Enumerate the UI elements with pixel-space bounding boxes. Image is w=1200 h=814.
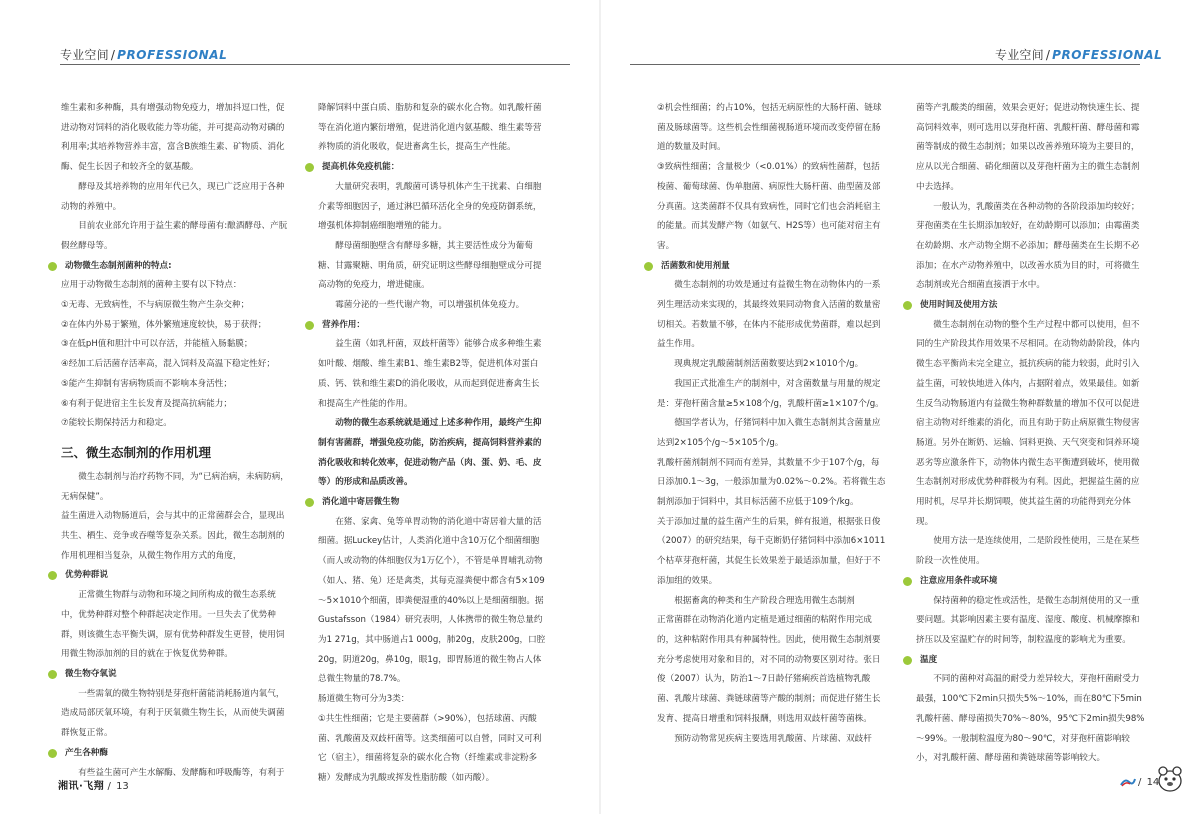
subheading <box>916 572 1146 592</box>
left-column-2 <box>318 99 548 789</box>
header-slash: / <box>1045 48 1051 62</box>
paragraph: 关于添加过量的益生菌产生的后果，鲜有报道，根据张日俊（2007）的研究结果，每千克断奶仔猪饲料中添加6×1011个枯草芽孢杆菌，其促生长效果差于最适添加量，但好于不添加组的效果。 <box>657 516 886 586</box>
header-en: PROFESSIONAL <box>1052 48 1163 62</box>
subheading-text: 优势种群说 <box>65 570 108 581</box>
paragraph-bold: 动物的微生态系统就是通过上述多种作用，最终产生抑制有害菌群，增强免疫功能，防治疾病，提高饲料营养素的消化吸收和转化效率，促进动物产品（肉、蛋、奶、毛、皮等）的形成和品质改善。 <box>318 418 542 488</box>
paragraph: 德国学者认为，仔猪饲料中加入微生态制剂其含菌量应达到2×105个/g～5×105个/g。 <box>657 418 881 448</box>
left-header <box>60 46 227 63</box>
paragraph: 微生态制剂在动物的整个生产过程中都可以使用，但不同的生产阶段其作用效果不尽相同。在动物幼龄阶段，体内微生态平衡尚未完全建立，抵抗疾病的能力较弱，此时引入益生菌，可较快地进入体内，占据附着点，效果最佳。如新生反刍动物肠道内有益微生物种群数量的增加不仅可以促进宿主动物对纤维素的消化，而且有助于防止病原微生物侵害肠道。另外在断奶、运输、饲料更换、天气突变和饲养环境恶劣等应激条件下，动物体内微生态平衡遭到破坏，使用微生态制剂对形成优势种群极为有利。因此，把握益生菌的应用时机，尽早并长期饲喂，使其益生菌的功能得到充分体现。 <box>916 319 1140 527</box>
paragraph: 益生菌（如乳杆菌，双歧杆菌等）能够合成多种维生素如叶酸、烟酸、维生素B1、维生素B2等，促进机体对蛋白质、钙、铁和维生素D的消化吸收，从而起到促进畜禽生长和提高生产性能的作用。 <box>318 339 542 409</box>
list-item: ⑥有利于促进宿主生长发育及提高抗病能力； <box>61 398 232 409</box>
paragraph: 预防动物常见疾病主要选用乳酸菌、片球菌、双歧杆 <box>674 733 872 744</box>
subheading <box>61 257 291 277</box>
subheading <box>318 316 548 336</box>
paragraph: 乳酸杆菌剂制剂不同而有差异，其数量不少于107个/g，每日添加0.1～3g，一般添加量为0.02%～0.2%。若将微生态制剂添加于饲料中，其目标活菌不应低于109个/kg。 <box>657 457 886 508</box>
left-footer <box>58 777 129 792</box>
subheading-text: 微生物夺氧说 <box>65 668 117 679</box>
subheading <box>61 665 291 685</box>
right-column-1 <box>657 99 887 749</box>
paragraph: 霉菌分泌的一些代谢产物，可以增强机体免疫力。 <box>335 300 525 311</box>
footer-slash: / <box>1138 777 1142 788</box>
paragraph: ①共生性细菌；它是主要菌群（>90%），包括球菌、丙酸菌、乳酸菌及双歧杆菌等。这类细菌可以自營，同时又可利它（宿主），细菌将复杂的碳水化合物（纤维素或非淀粉多糖）发酵成为乳酸或挥发性脂肪酸（如丙酸）。 <box>318 713 542 783</box>
green-dot-icon <box>305 498 314 507</box>
right-column-2 <box>916 99 1146 769</box>
right-header <box>995 46 1162 63</box>
header-zh: 专业空间 <box>995 48 1044 62</box>
paragraph: 正常微生物群与动物和环境之间所构成的微生态系统中，优势种群对整个种群起决定作用。一旦失去了优势种群，则该微生态平衡失调，原有优势种群发生更替，使用饲用微生物添加剂的目的就在于恢复优势种群。 <box>61 590 285 660</box>
subheading <box>916 296 1146 316</box>
subheading-text: 使用时间及使用方法 <box>920 300 998 311</box>
paragraph: 微生态制剂的功效是通过有益微生物在动物体内的一系列生理活动来实现的，其最终效果同动物食入活菌的数量密切相关。若数量不够，在体内不能形成优势菌群，难以起到益生作用。 <box>657 280 881 350</box>
list-item: ②在体内外易于繁殖，体外繁殖速度较快，易于获得； <box>61 319 267 330</box>
page-number: 13 <box>116 781 129 792</box>
subheading <box>657 257 887 277</box>
green-dot-icon <box>903 656 912 665</box>
subheading-text: 提高机体免疫机能： <box>322 162 400 173</box>
paragraph: 我国正式批准生产的制剂中，对含菌数量与用量的规定是：芽孢杆菌含量≥5×108个/g，乳酸杆菌≥1×107个/g。 <box>657 378 884 409</box>
list-item: ⑦能较长期保持活力和稳定。 <box>61 418 172 429</box>
subheading-text: 营养作用： <box>322 319 365 330</box>
green-dot-icon <box>48 571 57 580</box>
subheading-text: 注意应用条件或环境 <box>920 575 998 586</box>
green-dot-icon <box>305 163 314 172</box>
paragraph: 在猪、家禽、兔等单胃动物的消化道中寄居着大量的活细菌。据Luckey估计，人类消化道中含10万亿个细菌细胞（而人或动物的体细胞仅为1万亿个），不管是单胃哺乳动物（如人、猪、兔）还是禽类，其每克湿粪便中都含有5×109～5×1010个细菌，即粪便湿重的40%以上是细菌细胞。据Gustafsson（1984）研究表明，人体携带的微生物总量约为1 271g，其中肠道占1 000g，肺20g，皮肤200g，口腔20g，阴道20g，鼻10g，眼1g，即胃肠道的微生物占人体总微生物量的78.7%。 <box>318 516 546 685</box>
subheading <box>318 493 548 513</box>
right-page <box>600 0 1200 814</box>
subheading-text: 活菌数和使用剂量 <box>661 260 730 271</box>
paragraph: 目前农业部允许用于益生素的酵母菌有:酿酒酵母、产朊假丝酵母等。 <box>61 221 288 251</box>
paragraph: 一般认为，乳酸菌类在各种动物的各阶段添加均较好；芽孢菌类在生长期添加较好，在幼龄期可以添加；由霉菌类在幼龄期、水产动物全期不必添加；酵母菌类在生长期不必添加；在水产动物养殖中，以改善水质为目的时，可将微生态制剂或光合细菌直接洒于水中。 <box>916 201 1140 291</box>
list-item: ①无毒、无致病性，不与病原微生物产生杂交种； <box>61 300 250 311</box>
list-item: ③在低pH值和胆汁中可以存活，并能植入肠黏膜； <box>61 339 253 350</box>
paragraph: 肠道微生物可分为3类： <box>318 694 410 705</box>
paragraph: 不同的菌种对高温的耐受力差异较大，芽孢杆菌耐受力最强，100℃下2min只损失5%～10%，而在80℃下5min乳酸杆菌、酵母菌损失70%～80%，95℃下2min损失98%～99%。一般制粒温度为80～90℃，对芽孢杆菌影响较小，对乳酸杆菌、酵母菌和粪链球菌等影响较大。 <box>916 674 1145 764</box>
paragraph: 大量研究表明，乳酸菌可诱导机体产生干扰素、白细胞介素等细胞因子，通过淋巴循环活化全身的免疫防御系统，增强机体抑制癌细胞增殖的能力。 <box>318 181 542 232</box>
right-footer <box>1120 777 1159 788</box>
header-slash: / <box>110 48 116 62</box>
paragraph: 保持菌种的稳定性或活性，是微生态制剂使用的又一重要问题。其影响因素主要有温度、湿度、酸度、机械摩擦和挤压以及室温贮存的时间等，制粒温度的影响尤为重要。 <box>916 595 1140 645</box>
paragraph: 维生素和多种酶，具有增强动物免疫力，增加抖逗口性，促进动物对饲料的消化吸收能力等功能，并可提高动物对磷的利用率;其培养物营养丰富，富含B族维生素、矿物质、消化酶、促生长因子和较齐全的氨基酸。 <box>61 103 285 173</box>
header-rule <box>630 64 1140 65</box>
paragraph: 酵母及其培养物的应用年代已久，现已广泛应用于各种动物的养殖中。 <box>61 181 285 212</box>
subheading-text: 动物微生态制剂菌种的特点: <box>65 260 172 271</box>
paragraph: 应用于动物微生态制剂的菌种主要有以下特点： <box>61 280 242 291</box>
paragraph: 降解饲料中蛋白质、脂肪和复杂的碳水化合物。如乳酸杆菌等在消化道内繁衍增殖，促进消化道内氨基酸、维生素等营养物质的消化吸收，促进畜禽生长，提高生产性能。 <box>318 103 542 153</box>
paragraph: 酵母菌细胞壁含有酵母多糖，其主要活性成分为葡萄糖、甘露聚糖、明角质，研究证明这些酵母细胞壁成分可提高动物的免疫力，增进健康。 <box>318 240 542 291</box>
subheading-text: 温度 <box>920 654 938 665</box>
paragraph: ②机会性细菌；约占10%，包括无病原性的大肠杆菌、链球菌及肠球菌等。这些机会性细菌视肠道环境而改变停留在肠道的数量及时间。 <box>657 103 882 153</box>
page-number: 14 <box>1146 777 1160 788</box>
publication-logo-icon <box>1120 777 1136 787</box>
paragraph: 使用方法一是连续使用，二是阶段性使用，三是在某些阶段一次性使用。 <box>916 536 1140 567</box>
list-item: ④经加工后活菌存活率高，混入饲料及高温下稳定性好； <box>61 359 275 370</box>
paragraph: 一些需氧的微生物特别是芽孢杆菌能消耗肠道内氧气，造成局部厌氧环境，有利于厌氧微生物生长，从而使失调菌群恢复正常。 <box>61 688 285 739</box>
publication-name: 湘讯·飞翔 <box>58 781 105 792</box>
mascot-icon <box>1155 764 1185 794</box>
section-title: 三、微生态制剂的作用机理 <box>61 444 212 460</box>
green-dot-icon <box>48 749 57 758</box>
paragraph: ③致病性细菌；含量极少（<0.01%）的致病性菌群，包括梭菌、葡萄球菌、伪单胞菌、病原性大肠杆菌、曲型菌及部分真菌。这类菌群不仅具有致病性，同时它们也会消耗宿主的能量。而其发酵产物（如氨气、H2S等）也可能对宿主有害。 <box>657 162 881 251</box>
paragraph: 有些益生菌可产生水解酶、发酵酶和呼吸酶等，有利于 <box>78 767 285 778</box>
footer-slash: / <box>107 781 111 792</box>
paragraph: 益生菌进入动物肠道后，会与其中的正常菌群会合，显现出共生、栖生、竞争或吞噬等复杂关系。因此，微生态制剂的作用机理相当复杂，从微生物作用方式的角度， <box>61 511 285 561</box>
left-column-1 <box>61 99 291 783</box>
green-dot-icon <box>644 262 653 271</box>
green-dot-icon <box>48 262 57 271</box>
paragraph: 正常菌群在动物消化道内定植是通过细菌的粘附作用完成的，这种粘附作用具有种属特性。因此，使用微生态制剂要充分考虑使用对象和目的，对不同的动物要区别对待。张日俊（2007）认为，防治1～7日龄仔猪痢疾首选植物乳酸菌、乳酸片球菌、粪链球菌等产酸的制剂；而促进仔猪生长发育、提高日增重和饲料报酬，则选用双歧杆菌等菌株。 <box>657 615 881 724</box>
subheading-text: 消化道中寄居微生物 <box>322 497 400 508</box>
subheading <box>318 158 548 178</box>
green-dot-icon <box>903 301 912 310</box>
subheading <box>916 651 1146 671</box>
subheading-text: 产生各种酶 <box>65 747 108 758</box>
paragraph: 微生态制剂与治疗药物不同，为“已病治病，未病防病，无病保健”。 <box>61 471 289 502</box>
header-rule <box>60 64 570 65</box>
header-en: PROFESSIONAL <box>117 48 228 62</box>
green-dot-icon <box>305 321 314 330</box>
list-item: ⑤能产生抑制有害病物质而不影响本身活性； <box>61 378 232 389</box>
paragraph: 根据畜禽的种类和生产阶段合理选用微生态制剂 <box>674 595 855 606</box>
header-zh: 专业空间 <box>60 48 109 62</box>
subheading <box>61 744 291 764</box>
green-dot-icon <box>903 577 912 586</box>
green-dot-icon <box>48 670 57 679</box>
paragraph: 现典规定乳酸菌制剂活菌数要达到2×1010个/g。 <box>674 359 864 370</box>
paragraph: 菌等产乳酸类的细菌，效果会更好；促进动物快速生长、提高饲料效率，则可选用以芽孢杆菌、乳酸杆菌、酵母菌和霉菌等制成的微生态制剂；如果以改善养殖环境为主要目的，应从以光合细菌、硝化细菌以及芽孢杆菌为主的微生态制剂中去选择。 <box>916 103 1140 192</box>
subheading <box>61 566 291 586</box>
